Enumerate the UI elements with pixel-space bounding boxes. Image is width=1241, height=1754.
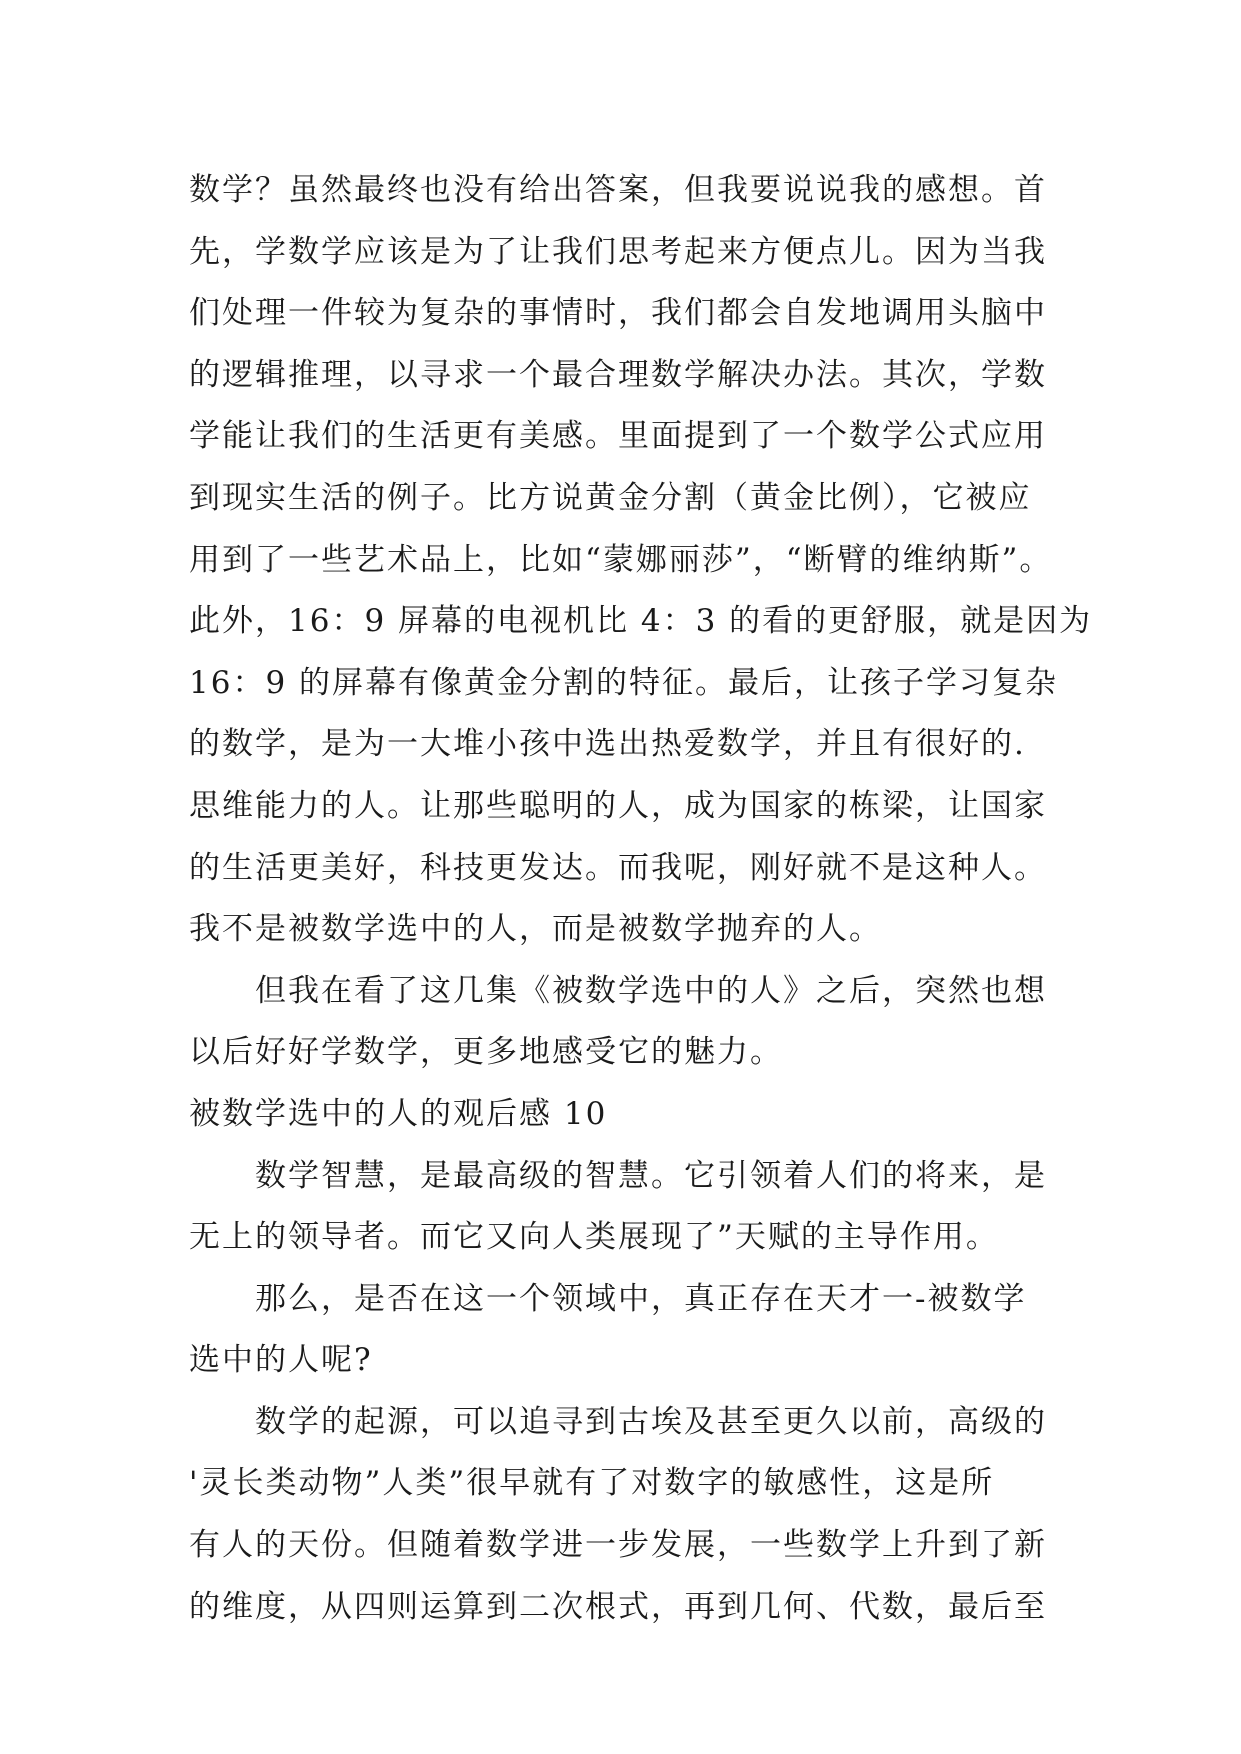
text-line: 数学智慧，是最高级的智慧。它引领着人们的将来，是 — [189, 1157, 1047, 1194]
text-line: 我不是被数学选中的人，而是被数学抛弃的人。 — [189, 911, 882, 948]
document-body — [189, 160, 1093, 1638]
text-line: 此外，16：9 屏幕的电视机比 4：3 的看的更舒服，就是因为 — [189, 603, 1093, 640]
text-line: 数学的起源，可以追寻到古埃及甚至更久以前，高级的 — [189, 1403, 1047, 1440]
text-line: 选中的人呢? — [189, 1342, 373, 1379]
text-line: 的数学，是为一大堆小孩中选出热爱数学，并且有很好的. — [189, 726, 1026, 763]
text-line: '灵长类动物”人类”很早就有了对数字的敏感性，这是所 — [189, 1465, 995, 1502]
text-line: 16：9 的屏幕有像黄金分割的特征。最后，让孩子学习复杂 — [189, 664, 1059, 701]
text-line: 用到了一些艺术品上，比如“蒙娜丽莎”，“断臂的维纳斯”。 — [189, 541, 1053, 578]
text-line: 们处理一件较为复杂的事情时，我们都会自发地调用头脑中 — [189, 295, 1047, 332]
text-line: 先，学数学应该是为了让我们思考起来方便点儿。因为当我 — [189, 233, 1047, 270]
text-line: 但我在看了这几集《被数学选中的人》之后，突然也想 — [189, 972, 1047, 1009]
text-line: 到现实生活的例子。比方说黄金分割（黄金比例），它被应 — [189, 479, 1032, 516]
text-line: 的生活更美好，科技更发达。而我呢，刚好就不是这种人。 — [189, 849, 1047, 886]
text-line: 数学？虽然最终也没有给出答案，但我要说说我的感想。首 — [189, 172, 1047, 208]
text-line: 思维能力的人。让那些聪明的人，成为国家的栋梁，让国家 — [189, 787, 1047, 824]
text-line: 那么，是否在这一个领域中，真正存在天才一-被数学 — [189, 1280, 1027, 1317]
text-line: 学能让我们的生活更有美感。里面提到了一个数学公式应用 — [189, 418, 1047, 455]
text-line: 以后好好学数学，更多地感受它的魅力。 — [189, 1034, 783, 1071]
text-line: 的逻辑推理，以寻求一个最合理数学解决办法。其次，学数 — [189, 356, 1047, 393]
text-line: 的维度，从四则运算到二次根式，再到几何、代数，最后至 — [189, 1588, 1047, 1625]
section-heading: 被数学选中的人的观后感 10 — [189, 1095, 608, 1132]
text-line: 有人的天份。但随着数学进一步发展，一些数学上升到了新 — [189, 1527, 1047, 1564]
text-line: 无上的领导者。而它又向人类展现了”天赋的主导作用。 — [189, 1219, 999, 1256]
